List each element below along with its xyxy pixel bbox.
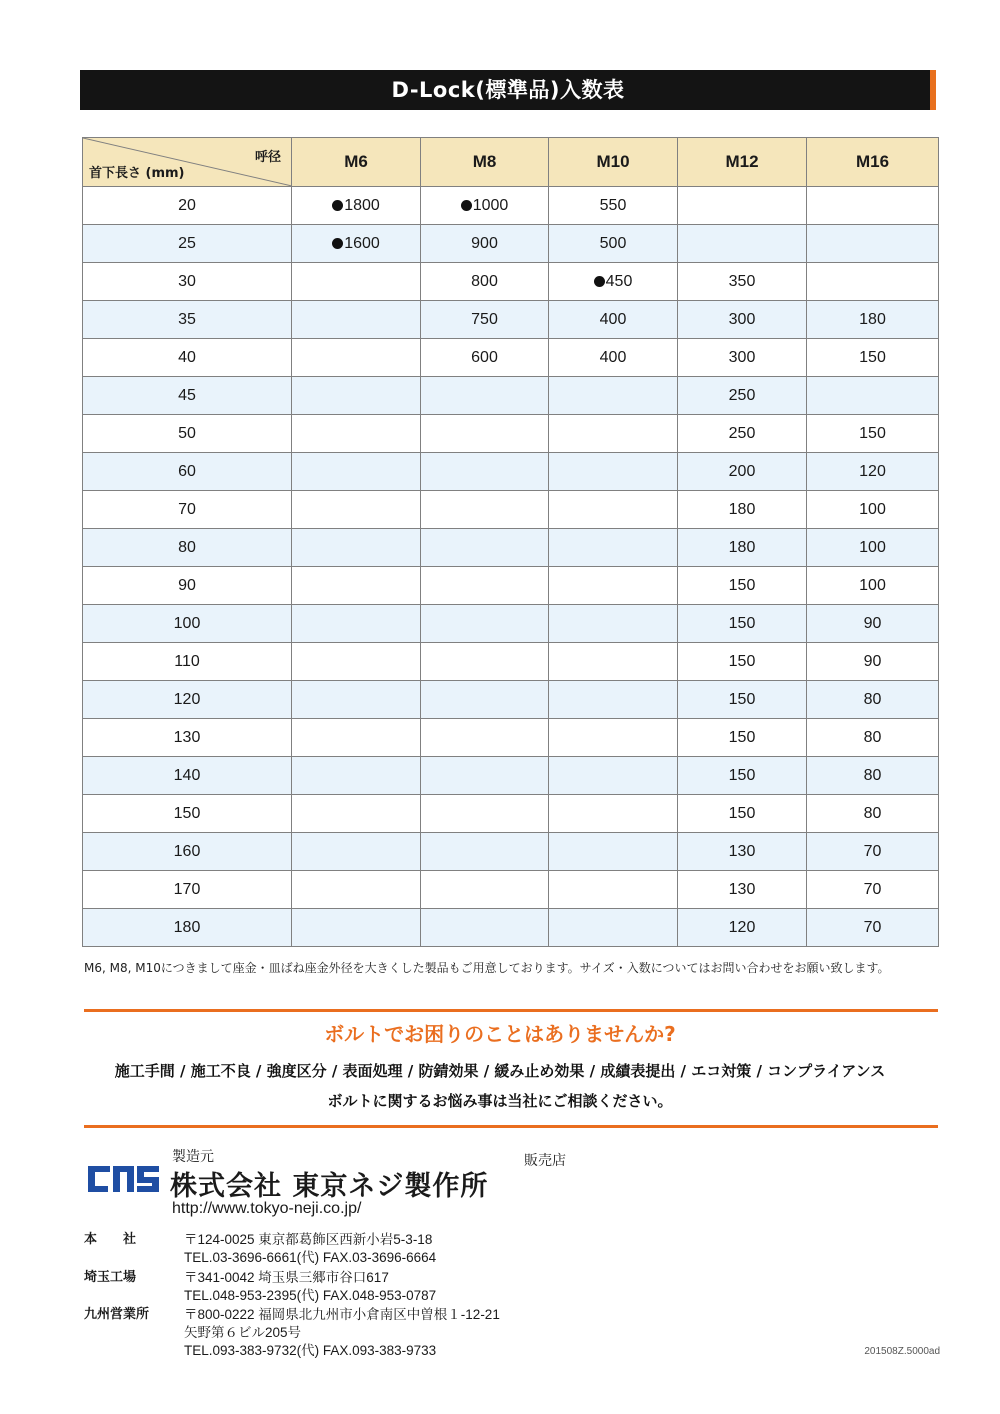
length-cell: 140 <box>83 757 292 795</box>
quantity-cell <box>292 491 421 529</box>
quantity-value: 130 <box>728 880 756 898</box>
quantity-cell <box>678 377 807 415</box>
quantity-value: 1800 <box>344 196 380 214</box>
title-accent <box>930 70 936 110</box>
table-row <box>83 491 939 529</box>
quantity-cell <box>292 377 421 415</box>
title-bar <box>80 70 936 110</box>
quantity-cell <box>807 415 939 453</box>
company-name: 株式会社 東京ネジ製作所 <box>170 1171 489 1202</box>
quantity-value: 500 <box>599 234 627 252</box>
table-row <box>83 643 939 681</box>
table-row <box>83 909 939 947</box>
quantity-cell <box>807 909 939 947</box>
bullet-dot-icon <box>461 200 472 211</box>
quantity-value: 350 <box>728 272 756 290</box>
quantity-cell <box>292 453 421 491</box>
quantity-value: 120 <box>728 918 756 936</box>
office-phone: TEL.03-3696-6661(代) FAX.03-3696-6664 <box>184 1250 437 1265</box>
quantity-cell <box>549 263 678 301</box>
table-row <box>83 225 939 263</box>
quantity-cell <box>549 757 678 795</box>
quantity-cell <box>678 681 807 719</box>
quantity-cell <box>807 871 939 909</box>
length-cell: 150 <box>83 795 292 833</box>
length-cell: 20 <box>83 187 292 225</box>
quantity-cell <box>549 909 678 947</box>
quantity-value: 80 <box>863 804 882 822</box>
table-header-row <box>83 138 939 187</box>
quantity-value: 550 <box>599 196 627 214</box>
quantity-value: 400 <box>599 310 627 328</box>
office-saitama <box>84 1266 584 1306</box>
quantity-cell <box>549 605 678 643</box>
quantity-value: 100 <box>859 576 886 594</box>
quantity-cell <box>421 567 549 605</box>
length-cell: 45 <box>83 377 292 415</box>
quantity-cell <box>549 567 678 605</box>
quantity-cell <box>678 453 807 491</box>
quantity-value: 150 <box>859 424 886 442</box>
print-code: 201508Z.5000ad <box>864 1346 940 1357</box>
quantity-cell <box>292 605 421 643</box>
quantity-cell <box>421 187 549 225</box>
quantity-cell <box>807 605 939 643</box>
quantity-value: 90 <box>863 652 882 670</box>
quantity-cell <box>292 567 421 605</box>
quantity-cell <box>292 757 421 795</box>
bullet-dot-icon <box>332 200 343 211</box>
quantity-value: 180 <box>859 310 886 328</box>
page-title: D-Lock(標準品)入数表 <box>391 78 625 102</box>
seller-label: 販売店 <box>524 1153 566 1169</box>
quantity-cell <box>292 529 421 567</box>
quantity-value: 150 <box>859 348 886 366</box>
quantity-cell <box>421 757 549 795</box>
promo-heading: ボルトでお困りのことはありませんか? <box>324 1022 676 1046</box>
quantity-cell <box>678 225 807 263</box>
office-address: 〒124-0025 東京都葛飾区西新小岩5-3-18 <box>184 1232 433 1247</box>
table-row <box>83 605 939 643</box>
quantity-cell <box>678 757 807 795</box>
table-row <box>83 871 939 909</box>
quantity-value: 70 <box>863 880 882 898</box>
quantity-cell <box>678 909 807 947</box>
table-row <box>83 529 939 567</box>
quantity-value: 150 <box>728 728 756 746</box>
column-header: M12 <box>678 138 807 187</box>
quantity-cell <box>421 377 549 415</box>
quantity-cell <box>549 187 678 225</box>
quantity-cell <box>292 225 421 263</box>
quantity-cell <box>549 225 678 263</box>
length-cell: 35 <box>83 301 292 339</box>
quantity-cell <box>807 491 939 529</box>
quantity-table <box>82 137 939 947</box>
tns-logo <box>86 1160 162 1196</box>
table-row <box>83 415 939 453</box>
office-label: 本 社 <box>84 1232 137 1247</box>
length-cell: 130 <box>83 719 292 757</box>
length-cell: 60 <box>83 453 292 491</box>
quantity-cell <box>678 605 807 643</box>
quantity-cell <box>678 415 807 453</box>
quantity-cell <box>678 871 807 909</box>
table-corner-cell <box>83 138 292 187</box>
company-url[interactable]: http://www.tokyo-neji.co.jp/ <box>172 1200 362 1217</box>
table-row <box>83 833 939 871</box>
length-cell: 25 <box>83 225 292 263</box>
quantity-cell <box>292 833 421 871</box>
quantity-cell <box>549 415 678 453</box>
quantity-value: 800 <box>471 272 498 290</box>
table-row <box>83 263 939 301</box>
quantity-value: 250 <box>728 386 756 404</box>
office-head <box>84 1228 584 1268</box>
length-cell: 110 <box>83 643 292 681</box>
quantity-cell <box>421 643 549 681</box>
quantity-cell <box>549 681 678 719</box>
quantity-cell <box>421 871 549 909</box>
quantity-value: 600 <box>471 348 498 366</box>
length-cell: 80 <box>83 529 292 567</box>
quantity-value: 150 <box>728 804 756 822</box>
table-row <box>83 301 939 339</box>
office-phone: TEL.048-953-2395(代) FAX.048-953-0787 <box>184 1288 437 1303</box>
quantity-cell <box>292 871 421 909</box>
quantity-cell <box>421 605 549 643</box>
table-row <box>83 795 939 833</box>
quantity-cell <box>549 833 678 871</box>
quantity-value: 180 <box>728 500 756 518</box>
quantity-value: 1600 <box>344 234 380 252</box>
length-cell: 70 <box>83 491 292 529</box>
quantity-cell <box>292 719 421 757</box>
quantity-cell <box>549 491 678 529</box>
quantity-cell <box>549 719 678 757</box>
length-cell: 90 <box>83 567 292 605</box>
quantity-cell <box>807 795 939 833</box>
quantity-cell <box>678 301 807 339</box>
quantity-cell <box>292 263 421 301</box>
quantity-value: 900 <box>471 234 498 252</box>
quantity-cell <box>678 719 807 757</box>
quantity-cell <box>807 263 939 301</box>
promo-bottom-rule <box>84 1125 938 1128</box>
promo-topics: 施工手間 / 施工不良 / 強度区分 / 表面処理 / 防錆効果 / 緩み止め効果 / 成績表提出 / エコ対策 / コンプライアンス <box>114 1062 886 1080</box>
length-label: 首下長さ (mm) <box>89 166 185 181</box>
table-row <box>83 757 939 795</box>
quantity-cell <box>807 757 939 795</box>
quantity-cell <box>421 453 549 491</box>
quantity-cell <box>292 187 421 225</box>
quantity-value: 150 <box>728 614 756 632</box>
length-cell: 120 <box>83 681 292 719</box>
quantity-cell <box>421 263 549 301</box>
quantity-cell <box>678 187 807 225</box>
quantity-value: 450 <box>605 272 633 290</box>
quantity-cell <box>549 529 678 567</box>
length-cell: 40 <box>83 339 292 377</box>
quantity-value: 80 <box>863 690 882 708</box>
quantity-cell <box>807 529 939 567</box>
office-building: 矢野第６ビル205号 <box>184 1325 302 1340</box>
quantity-value: 150 <box>728 690 756 708</box>
quantity-value: 180 <box>728 538 756 556</box>
table-row <box>83 377 939 415</box>
quantity-value: 250 <box>728 424 756 442</box>
table-row <box>83 187 939 225</box>
quantity-value: 80 <box>863 728 882 746</box>
length-cell: 160 <box>83 833 292 871</box>
quantity-value: 70 <box>863 918 882 936</box>
quantity-cell <box>678 567 807 605</box>
quantity-cell <box>807 301 939 339</box>
quantity-cell <box>549 643 678 681</box>
table-row <box>83 567 939 605</box>
quantity-cell <box>807 187 939 225</box>
quantity-cell <box>549 377 678 415</box>
office-phone: TEL.093-383-9732(代) FAX.093-383-9733 <box>184 1343 437 1358</box>
quantity-cell <box>421 491 549 529</box>
quantity-value: 750 <box>471 310 498 328</box>
quantity-cell <box>807 681 939 719</box>
quantity-cell <box>421 301 549 339</box>
quantity-value: 100 <box>859 500 886 518</box>
quantity-cell <box>292 415 421 453</box>
quantity-value: 100 <box>859 538 886 556</box>
table-note: M6, M8, M10につきまして座金・皿ばね座金外径を大きくした製品もご用意しております。サイズ・入数についてはお問い合わせをお願い致します。 <box>84 961 890 975</box>
maker-label: 製造元 <box>172 1149 214 1165</box>
quantity-cell <box>421 529 549 567</box>
quantity-cell <box>421 833 549 871</box>
quantity-cell <box>549 453 678 491</box>
quantity-cell <box>549 871 678 909</box>
office-label: 埼玉工場 <box>84 1270 137 1285</box>
quantity-cell <box>292 795 421 833</box>
quantity-cell <box>421 909 549 947</box>
quantity-cell <box>549 339 678 377</box>
length-cell: 50 <box>83 415 292 453</box>
quantity-value: 150 <box>728 766 756 784</box>
quantity-cell <box>807 339 939 377</box>
office-kyushu <box>84 1303 584 1359</box>
column-header: M16 <box>807 138 939 187</box>
quantity-cell <box>292 909 421 947</box>
bullet-dot-icon <box>332 238 343 249</box>
bullet-dot-icon <box>594 276 605 287</box>
quantity-value: 1000 <box>472 196 509 214</box>
quantity-cell <box>678 529 807 567</box>
quantity-cell <box>549 301 678 339</box>
office-label: 九州営業所 <box>84 1307 150 1322</box>
table-row <box>83 681 939 719</box>
quantity-cell <box>678 263 807 301</box>
quantity-value: 130 <box>728 842 756 860</box>
quantity-cell <box>678 643 807 681</box>
quantity-cell <box>292 301 421 339</box>
quantity-cell <box>549 795 678 833</box>
quantity-cell <box>678 833 807 871</box>
column-header: M8 <box>421 138 549 187</box>
quantity-value: 120 <box>859 462 886 480</box>
quantity-value: 70 <box>863 842 882 860</box>
nominal-diameter-label: 呼径 <box>254 150 281 165</box>
quantity-value: 80 <box>863 766 882 784</box>
table-row <box>83 719 939 757</box>
column-header: M6 <box>292 138 421 187</box>
quantity-cell <box>678 339 807 377</box>
table-row <box>83 339 939 377</box>
quantity-cell <box>807 833 939 871</box>
length-cell: 30 <box>83 263 292 301</box>
quantity-cell <box>807 719 939 757</box>
quantity-value: 90 <box>863 614 882 632</box>
promo-top-rule <box>84 1009 938 1012</box>
quantity-value: 300 <box>728 348 756 366</box>
length-cell: 180 <box>83 909 292 947</box>
quantity-cell <box>421 225 549 263</box>
length-cell: 100 <box>83 605 292 643</box>
quantity-cell <box>421 719 549 757</box>
column-header: M10 <box>549 138 678 187</box>
length-cell: 170 <box>83 871 292 909</box>
quantity-value: 150 <box>728 576 756 594</box>
promo-consult: ボルトに関するお悩み事は当社にご相談ください。 <box>327 1092 673 1110</box>
quantity-cell <box>807 567 939 605</box>
quantity-value: 150 <box>728 652 756 670</box>
quantity-cell <box>807 377 939 415</box>
office-address: 〒341-0042 埼玉県三郷市谷口617 <box>184 1270 389 1285</box>
quantity-value: 300 <box>728 310 756 328</box>
quantity-cell <box>421 795 549 833</box>
quantity-cell <box>678 491 807 529</box>
table-row <box>83 453 939 491</box>
quantity-cell <box>807 453 939 491</box>
quantity-value: 200 <box>728 462 756 480</box>
quantity-cell <box>678 795 807 833</box>
quantity-cell <box>807 225 939 263</box>
quantity-cell <box>807 643 939 681</box>
quantity-cell <box>421 415 549 453</box>
quantity-cell <box>292 339 421 377</box>
quantity-value: 400 <box>599 348 627 366</box>
quantity-cell <box>292 643 421 681</box>
quantity-cell <box>292 681 421 719</box>
office-address: 〒800-0222 福岡県北九州市小倉南区中曽根１-12-21 <box>184 1307 500 1322</box>
quantity-cell <box>421 339 549 377</box>
quantity-cell <box>421 681 549 719</box>
